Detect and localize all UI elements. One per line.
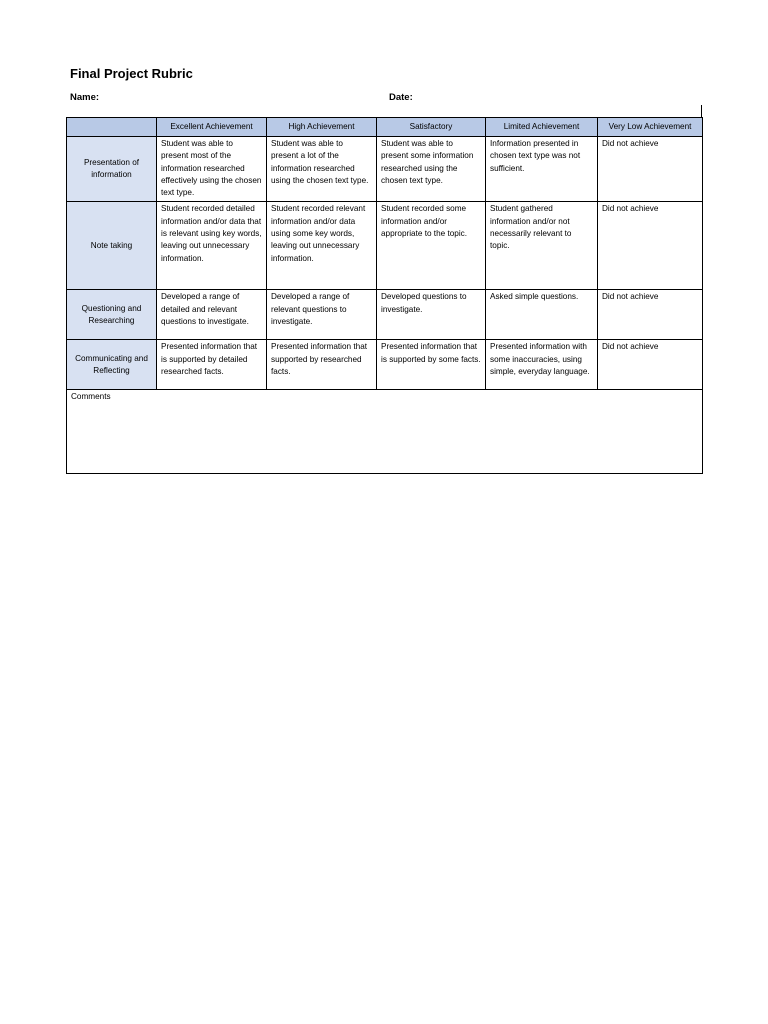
rubric-cell: Student was able to present most of the information researched effectively using the chosen text type. [157, 137, 267, 202]
table-row [67, 202, 703, 290]
header-row [67, 118, 703, 137]
rubric-cell: Presented information that is supported by detailed researched facts. [157, 340, 267, 390]
criterion-cell: Note taking [67, 202, 157, 290]
table-row [67, 290, 703, 340]
rubric-cell: Student was able to present a lot of the information researched using the chosen text type. [267, 137, 377, 202]
rubric-cell: Did not achieve [598, 202, 703, 290]
rubric-cell: Did not achieve [598, 290, 703, 340]
criterion-cell: Presentation of information [67, 137, 157, 202]
rubric-cell: Developed a range of relevant questions to investigate. [267, 290, 377, 340]
rubric-cell: Student recorded relevant information and/or data using some key words, leaving out unnecessary information. [267, 202, 377, 290]
header-very-low: Very Low Achievement [598, 118, 703, 137]
rubric-cell: Student recorded some information and/or appropriate to the topic. [377, 202, 486, 290]
rubric-cell: Student recorded detailed information and/or data that is relevant using key words, leaving out unnecessary information. [157, 202, 267, 290]
rubric-cell: Asked simple questions. [486, 290, 598, 340]
name-label: Name: [70, 92, 100, 103]
rubric-cell: Presented information that supported by researched facts. [267, 340, 377, 390]
rubric-cell: Presented information with some inaccuracies, using simple, everyday language. [486, 340, 598, 390]
header-excellent: Excellent Achievement [157, 118, 267, 137]
rubric-cell: Presented information that is supported by some facts. [377, 340, 486, 390]
rubric-cell: Developed a range of detailed and relevant questions to investigate. [157, 290, 267, 340]
header-corner-cell [67, 118, 157, 137]
header-high: High Achievement [267, 118, 377, 137]
criterion-cell: Questioning and Researching [67, 290, 157, 340]
comments-cell[interactable]: Comments [67, 390, 703, 474]
rubric-cell: Did not achieve [598, 340, 703, 390]
rubric-cell: Student was able to present some information researched using the chosen text type. [377, 137, 486, 202]
page-title: Final Project Rubric [70, 66, 193, 81]
rubric-cell: Information presented in chosen text type was not sufficient. [486, 137, 598, 202]
table-row [67, 340, 703, 390]
comments-row [67, 390, 703, 474]
rubric-cell: Student gathered information and/or not necessarily relevant to topic. [486, 202, 598, 290]
rubric-table [66, 117, 703, 474]
date-label: Date: [389, 92, 413, 103]
table-row [67, 137, 703, 202]
header-limited: Limited Achievement [486, 118, 598, 137]
criterion-cell: Communicating and Reflecting [67, 340, 157, 390]
rubric-cell: Did not achieve [598, 137, 703, 202]
header-satisfactory: Satisfactory [377, 118, 486, 137]
rubric-cell: Developed questions to investigate. [377, 290, 486, 340]
